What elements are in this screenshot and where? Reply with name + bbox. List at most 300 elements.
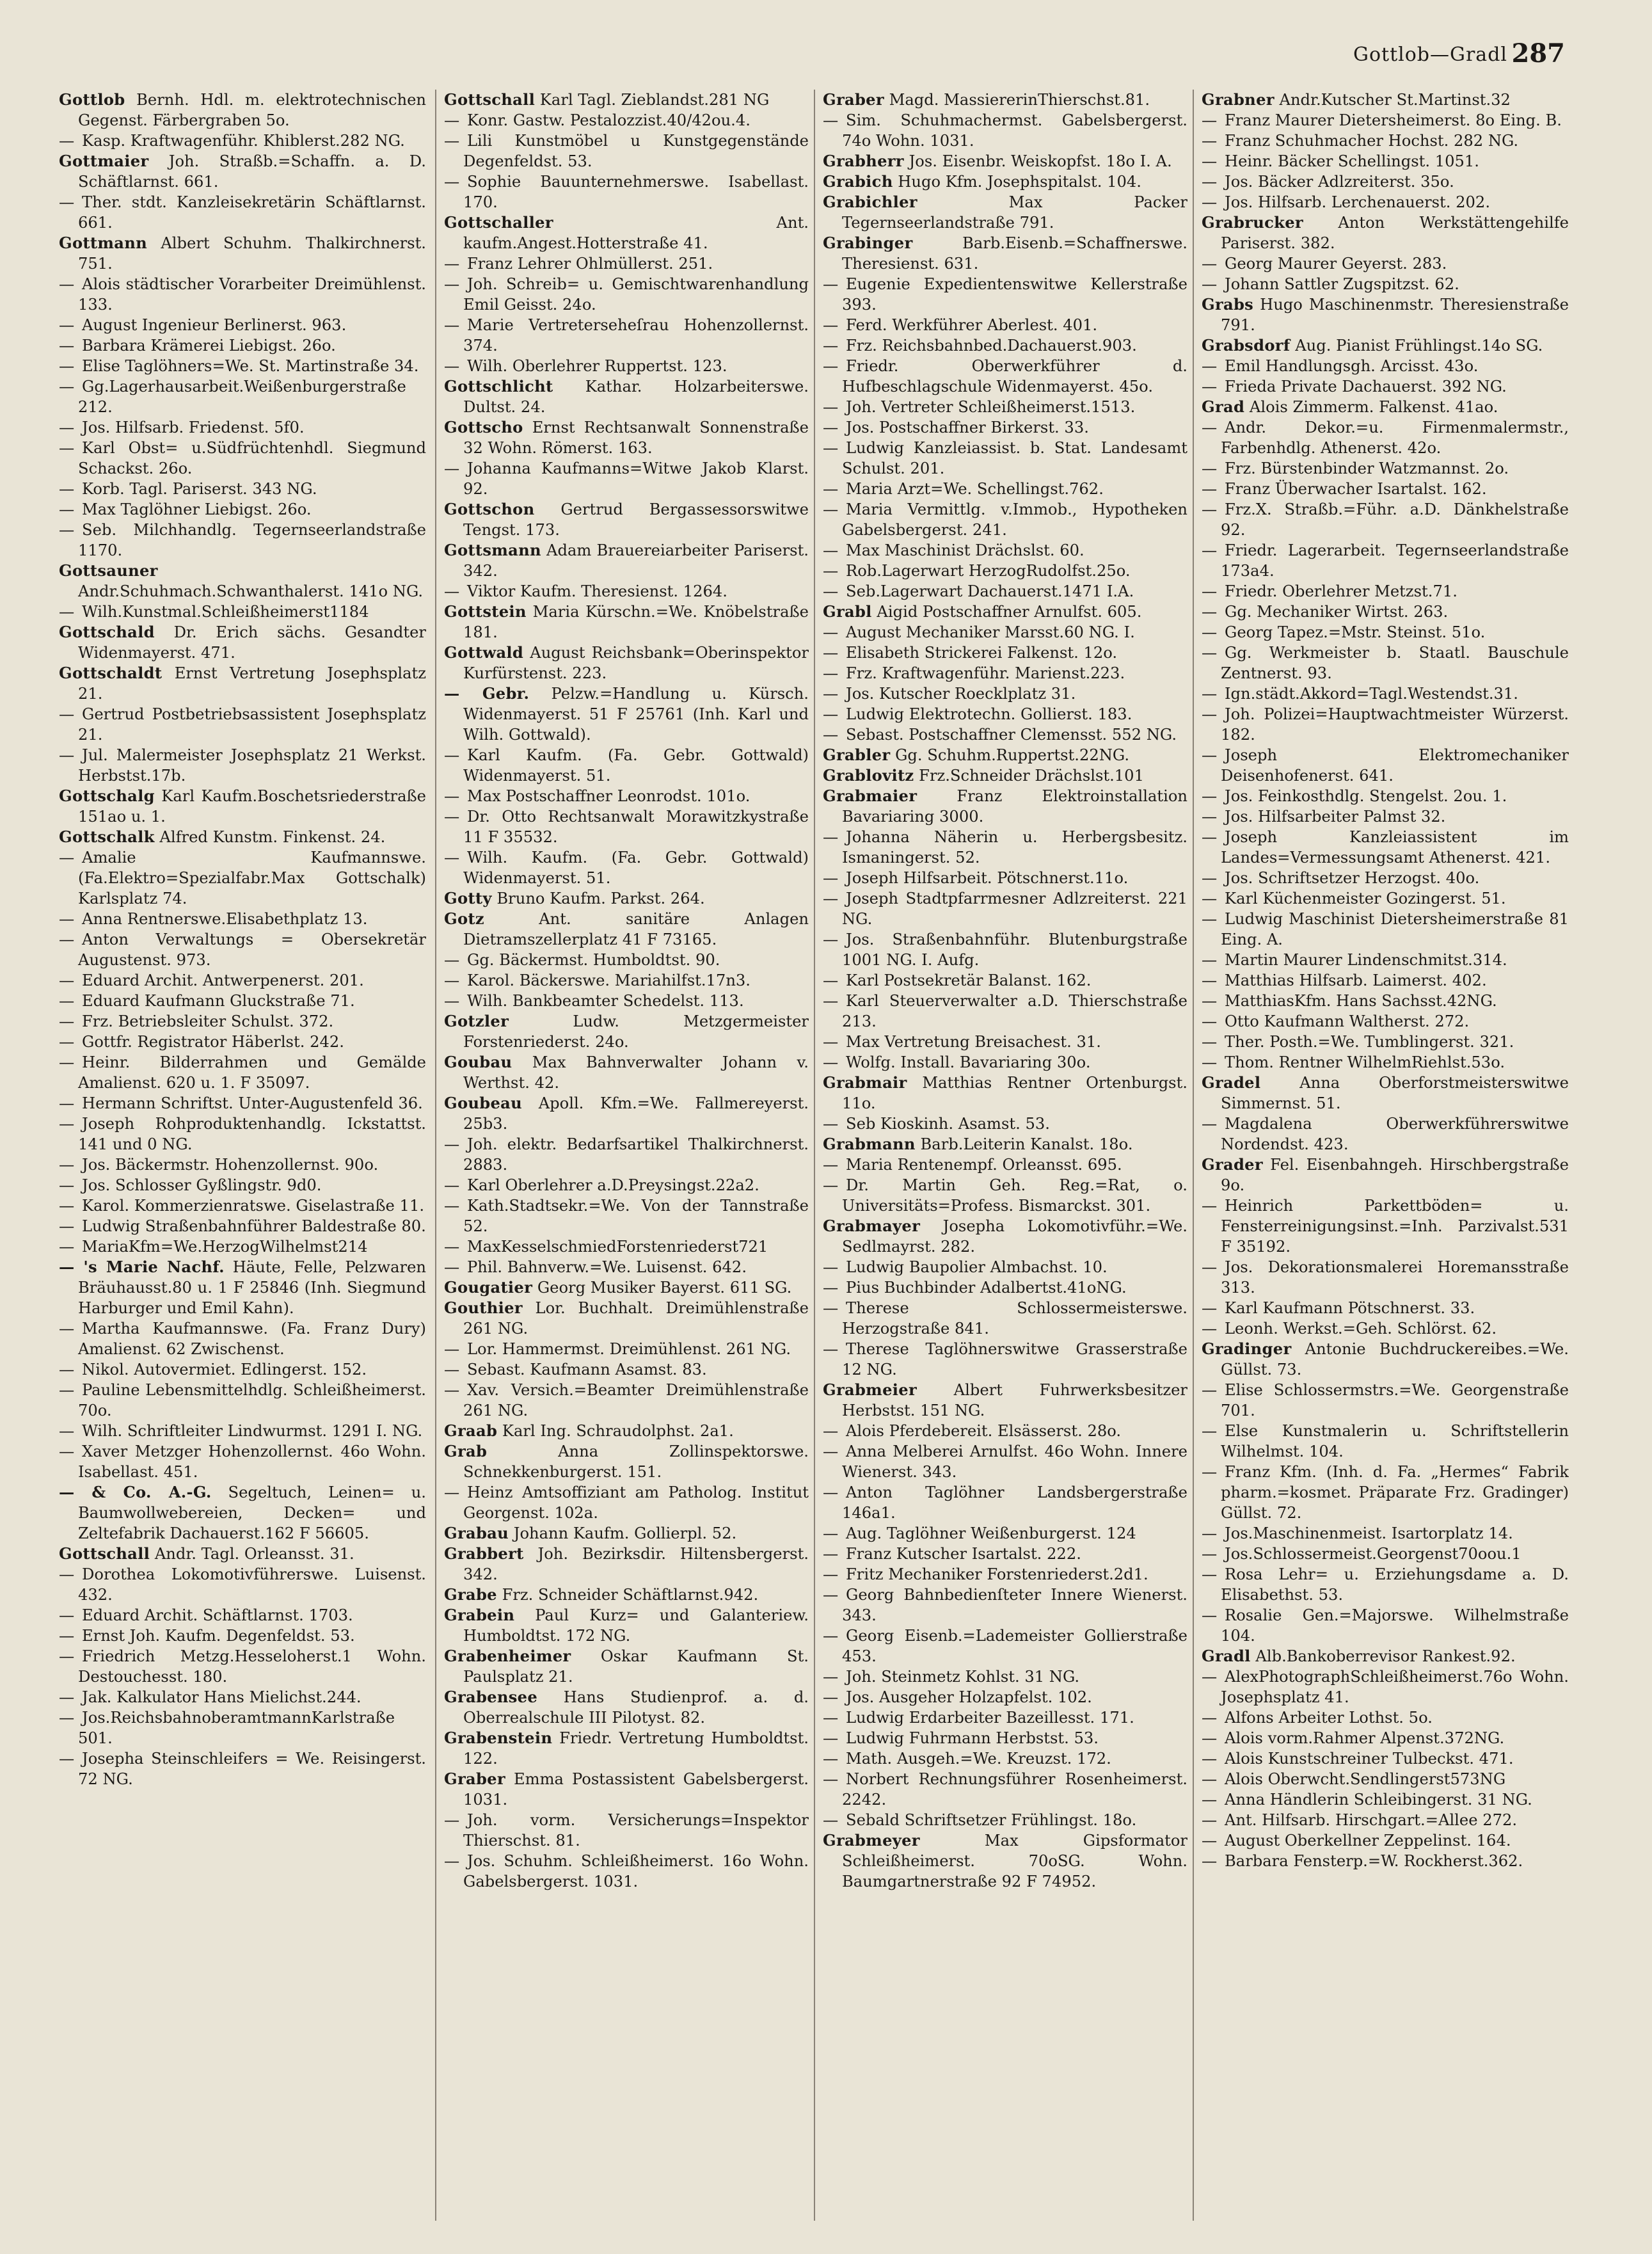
directory-entry	[1202, 1339, 1569, 1380]
ditto-dash: —	[59, 132, 75, 150]
entry-surname: Gottlob	[59, 90, 125, 109]
ditto-dash: —	[444, 1176, 460, 1194]
ditto-dash: —	[59, 1422, 75, 1440]
entry-text: Georg Bahnbedienſteter Innere Wienerst. 343.	[842, 1586, 1187, 1624]
directory-entry	[823, 479, 1187, 499]
entry-surname: Grabmeier	[823, 1380, 917, 1399]
directory-entry	[444, 1523, 809, 1544]
directory-entry	[823, 1155, 1187, 1175]
ditto-dash: —	[823, 1053, 839, 1071]
entry-text: Franz Maurer Dietersheimerst. 8o Eing. B.	[1225, 111, 1562, 129]
directory-entry	[1202, 1421, 1569, 1462]
directory-entry	[1202, 1544, 1569, 1564]
entry-text: Friedr. Oberwerkführer d. Hufbeschlagschule Widenmayerst. 45o.	[842, 357, 1187, 396]
ditto-dash: —	[444, 255, 460, 273]
directory-entry	[1202, 888, 1569, 909]
ditto-dash: —	[59, 1094, 75, 1112]
entry-text: Eduard Archit. Antwerpenerst. 201.	[82, 971, 364, 989]
ditto-dash: —	[823, 1279, 839, 1297]
entry-text: Joh. vorm. Versicherungs=Inspektor Thierschst. 81.	[463, 1811, 809, 1850]
ditto-dash: —	[1202, 1012, 1218, 1030]
entry-text: Fel. Eisenbahngeh. Hirschbergstraße 9o.	[1221, 1156, 1569, 1194]
directory-entry	[1202, 540, 1569, 581]
entry-text: Joseph Kanzleiassistent im Landes=Vermessungsamt Athenerst. 421.	[1221, 828, 1569, 867]
entry-text: Alb.Bankoberrevisor Rankest.92.	[1255, 1647, 1516, 1665]
ditto-dash: —	[1202, 808, 1218, 826]
ditto-dash: —	[1202, 111, 1218, 129]
entry-text: Wilh. Bankbeamter Schedelst. 113.	[467, 992, 744, 1010]
directory-entry	[823, 1687, 1187, 1707]
entry-surname: Grabau	[444, 1524, 509, 1542]
directory-entry	[444, 1585, 809, 1605]
entry-surname: Grabmayer	[823, 1217, 921, 1235]
entry-text: Franz Überwacher Isartalst. 162.	[1225, 480, 1487, 498]
ditto-dash: —	[1202, 255, 1218, 273]
directory-entry	[59, 274, 426, 315]
directory-entry	[823, 868, 1187, 888]
entry-text: Elisabeth Strickerei Falkenst. 12o.	[846, 644, 1118, 662]
directory-entry	[444, 1359, 809, 1380]
ditto-dash: —	[1202, 1422, 1218, 1440]
directory-entry	[1202, 397, 1569, 417]
directory-entry	[59, 1257, 426, 1318]
directory-entry	[823, 1585, 1187, 1626]
directory-entry	[823, 970, 1187, 991]
directory-entry	[1202, 745, 1569, 786]
entry-text: Jos. Feinkosthdlg. Stengelst. 2ou. 1.	[1225, 787, 1507, 805]
ditto-dash: —	[823, 419, 839, 436]
directory-entry	[1202, 499, 1569, 540]
ditto-dash: —	[444, 1483, 460, 1501]
ditto-dash: —	[59, 1381, 75, 1399]
entry-text: August Mechaniker Marsst.60 NG. I.	[846, 623, 1135, 641]
directory-entry	[444, 315, 809, 356]
entry-text: Lor. Hammermst. Dreimühlenst. 261 NG.	[467, 1340, 791, 1358]
entry-surname: Grabherr	[823, 152, 904, 170]
ditto-dash: —	[1202, 951, 1218, 969]
entry-text: Jos. Schlosser Gyßlingstr. 9d0.	[82, 1176, 322, 1194]
entry-text: Joseph Rohproduktenhandlg. Ickstattst. 141 und 0 NG.	[78, 1115, 426, 1153]
directory-entry	[444, 786, 809, 806]
directory-entry	[823, 929, 1187, 970]
directory-entry	[823, 356, 1187, 397]
entry-text: Josepha Steinschleifers = We. Reisingerst. 72 NG.	[78, 1750, 426, 1788]
entry-surname: Grabrucker	[1202, 213, 1303, 232]
entry-text: August Ingenieur Berlinerst. 963.	[82, 316, 347, 334]
ditto-dash: —	[59, 1238, 75, 1256]
ditto-dash: —	[823, 1770, 839, 1788]
directory-entry	[444, 1093, 809, 1134]
directory-entry	[59, 376, 426, 417]
entry-text: Johann Kaufm. Gollierpl. 52.	[513, 1524, 737, 1542]
directory-entry	[1202, 1646, 1569, 1667]
entry-text: Ther. Posth.=We. Tumblingerst. 321.	[1225, 1033, 1514, 1051]
directory-entry	[823, 335, 1187, 356]
entry-text: Barbara Krämerei Liebigst. 26o.	[82, 337, 336, 355]
entry-text: Hermann Schriftst. Unter-Augustenfeld 36.	[82, 1094, 423, 1112]
entry-text: Anna Melberei Arnulfst. 46o Wohn. Innere Wienerst. 343.	[842, 1443, 1187, 1481]
directory-entry	[823, 581, 1187, 602]
directory-entry	[823, 417, 1187, 438]
entry-text: Heinr. Bilderrahmen und Gemälde Amalienst. 620 u. 1. F 35097.	[78, 1053, 426, 1092]
directory-entry	[444, 1380, 809, 1421]
entry-text: Franz Kutscher Isartalst. 222.	[846, 1545, 1081, 1563]
ditto-dash: —	[59, 1606, 75, 1624]
entry-text: Maria Rentenempf. Orleansst. 695.	[846, 1156, 1122, 1174]
entry-text: Ludwig Kanzleiassist. b. Stat. Landesamt Schulst. 201.	[842, 439, 1187, 477]
ditto-dash: —	[59, 500, 75, 518]
entry-text: Hugo Kfm. Josephspitalst. 104.	[898, 173, 1141, 191]
ditto-dash: —	[444, 111, 460, 129]
directory-entry	[444, 1646, 809, 1687]
directory-entry	[823, 1626, 1187, 1667]
ditto-dash: —	[444, 275, 460, 293]
ditto-dash: —	[823, 1340, 839, 1358]
entry-text: Max Taglöhner Liebigst. 26o.	[82, 500, 312, 518]
directory-entry	[444, 745, 809, 786]
entry-text: Max Vertretung Breisachest. 31.	[846, 1033, 1101, 1051]
ditto-dash: —	[59, 1320, 75, 1338]
entry-surname: Grabinger	[823, 234, 913, 252]
entry-text: Johanna Näherin u. Herbergsbesitz. Ismaningerst. 52.	[842, 828, 1187, 867]
directory-entry	[444, 1810, 809, 1851]
directory-entry	[1202, 806, 1569, 827]
ditto-dash: —	[59, 1197, 75, 1215]
entry-text: Kath.Stadtsekr.=We. Von der Tannstraße 52.	[463, 1197, 809, 1235]
directory-column-4	[1193, 90, 1569, 2221]
ditto-dash: —	[1202, 1320, 1218, 1338]
directory-entry	[1202, 683, 1569, 704]
ditto-dash: —	[59, 992, 75, 1010]
entry-surname: Gradinger	[1202, 1339, 1292, 1358]
entry-text: Karl Obst= u.Südfrüchtenhdl. Siegmund Schackst. 26o.	[78, 439, 426, 477]
ditto-dash: —	[823, 275, 839, 293]
directory-entry	[1202, 868, 1569, 888]
entry-text: Otto Kaufmann Waltherst. 272.	[1225, 1012, 1470, 1030]
directory-entry	[823, 1564, 1187, 1585]
entry-text: Thom. Rentner WilhelmRiehlst.53o.	[1225, 1053, 1505, 1071]
ditto-dash: —	[823, 1729, 839, 1747]
entry-surname: Gottschaller	[444, 213, 553, 232]
entry-text: Max Bahnverwalter Johann v. Werthst. 42.	[463, 1053, 809, 1092]
entry-surname: Gottschalk	[59, 827, 155, 846]
ditto-dash: —	[59, 705, 75, 723]
entry-text: Anna Rentnerswe.Elisabethplatz 13.	[82, 910, 368, 928]
entry-text: Johann Sattler Zugspitzst. 62.	[1225, 275, 1459, 293]
directory-entry	[1202, 110, 1569, 131]
entry-text: Hans Studienprof. a. d. Oberrealschule III Pilotyst. 82.	[463, 1688, 809, 1727]
ditto-dash: —	[1202, 357, 1218, 375]
directory-entry	[444, 356, 809, 376]
ditto-dash: —	[823, 828, 839, 846]
entry-text: Xav. Versich.=Beamter Dreimühlenstraße 261 NG.	[463, 1381, 809, 1419]
ditto-dash: —	[1202, 1668, 1218, 1686]
directory-entry	[444, 909, 809, 950]
entry-surname: Gottschald	[59, 623, 155, 641]
entry-surname: Grabl	[823, 602, 872, 621]
directory-entry	[444, 1339, 809, 1359]
directory-entry	[59, 704, 426, 745]
ditto-dash: —	[59, 849, 75, 867]
entry-text: Gg. Bäckermst. Humboldtst. 90.	[467, 951, 720, 969]
ditto-dash: —	[823, 1115, 839, 1133]
entry-text: Jos. Bäckermstr. Hohenzollernst. 90o.	[82, 1156, 379, 1174]
entry-text: Kasp. Kraftwagenführ. Khiblerst.282 NG.	[82, 132, 405, 150]
ditto-dash: —	[823, 1811, 839, 1829]
directory-entry	[59, 1748, 426, 1789]
entry-text: Anna Händlerin Schleibingerst. 31 NG.	[1225, 1791, 1532, 1809]
directory-entry	[823, 1421, 1187, 1441]
directory-entry	[823, 1134, 1187, 1155]
entry-text: Joh. Schreib= u. Gemischtwarenhandlung Emil Geisst. 24o.	[463, 275, 809, 314]
entry-text: Alois Kunstschreiner Tulbeckst. 471.	[1225, 1750, 1514, 1768]
entry-text: Joh. Straßb.=Schaffn. a. D. Schäftlarnst. 661.	[78, 152, 426, 191]
entry-text: Eugenie Expedientenswitwe Kellerstraße 393.	[842, 275, 1187, 314]
directory-entry	[444, 540, 809, 581]
entry-text: Albert Fuhrwerksbesitzer Herbstst. 151 NG.	[842, 1381, 1187, 1419]
ditto-dash: —	[1202, 1545, 1218, 1563]
directory-entry	[823, 438, 1187, 479]
entry-text: Magdalena Oberwerkführerswitwe Nordendst. 423.	[1221, 1115, 1569, 1153]
entry-text: Ther. stdt. Kanzleisekretärin Schäftlarnst. 661.	[78, 193, 426, 232]
directory-entry	[1202, 1114, 1569, 1155]
entry-text: Aug. Taglöhner Weißenburgerst. 124	[846, 1524, 1136, 1542]
directory-entry	[59, 1544, 426, 1564]
entry-text: Jos. Straßenbahnführ. Blutenburgstraße 1001 NG. I. Aufg.	[842, 931, 1187, 969]
ditto-dash: —	[444, 132, 460, 150]
entry-text: Frz. Schneider Schäftlarnst.942.	[502, 1586, 759, 1604]
directory-entry	[1202, 1769, 1569, 1789]
ditto-dash: —	[823, 1668, 839, 1686]
entry-text: Frz. Reichsbahnbed.Dachauerst.903.	[846, 337, 1137, 355]
entry-text: Ant. kaufm.Angest.Hotterstraße 41.	[463, 214, 809, 252]
entry-text: Paul Kurz= und Galanteriew. Humboldtst. 172 NG.	[463, 1606, 809, 1645]
directory-entry	[444, 1134, 809, 1175]
directory-entry	[823, 561, 1187, 581]
entry-text: Johanna Kaufmanns=Witwe Jakob Klarst. 92.	[463, 460, 809, 498]
ditto-dash: —	[823, 500, 839, 518]
entry-text: Karl Steuerverwalter a.D. Thierschstraße 213.	[842, 992, 1187, 1030]
ditto-dash: —	[444, 1340, 460, 1358]
directory-entry	[1202, 1851, 1569, 1871]
ditto-dash: —	[1202, 910, 1218, 928]
entry-text: Matthias Hilfsarb. Laimerst. 402.	[1225, 971, 1487, 989]
ditto-dash: —	[59, 316, 75, 334]
ditto-dash: —	[1202, 275, 1218, 293]
entry-text: Max Gipsformator Schleißheimerst. 70oSG. Wohn. Baumgartnerstraße 92 F 74952.	[842, 1832, 1187, 1890]
entry-text: Franz Lehrer Ohlmüllerst. 251.	[467, 255, 713, 273]
ditto-dash: —	[444, 1361, 460, 1379]
entry-text: Aug. Pianist Frühlingst.14o SG.	[1295, 337, 1543, 355]
entry-text: Gg.Lagerhausarbeit.Weißenburgerstraße 212.	[78, 378, 406, 416]
entry-surname: Grab	[444, 1442, 488, 1460]
entry-text: Heinz Amtsoffiziant am Patholog. Institut Georgenst. 102a.	[463, 1483, 809, 1522]
entry-text: Rosa Lehr= u. Erziehungsdame a. D. Elisabethst. 53.	[1221, 1565, 1569, 1604]
entry-text: Frieda Private Dachauerst. 392 NG.	[1225, 378, 1507, 396]
entry-text: Pauline Lebensmittelhdlg. Schleißheimerst. 70o.	[78, 1381, 426, 1419]
directory-entry	[1202, 192, 1569, 212]
ditto-dash: —	[823, 357, 839, 375]
entry-surname: Grabsdorf	[1202, 336, 1291, 355]
ditto-dash: —	[59, 337, 75, 355]
ditto-dash: —	[823, 726, 839, 744]
directory-entry	[823, 1216, 1187, 1257]
ditto-dash: —	[1202, 1606, 1218, 1624]
ditto-dash: —	[59, 603, 75, 621]
entry-text: Elise Taglöhners=We. St. Martinstraße 34.	[82, 357, 419, 375]
entry-text: August Reichsbank=Oberinspektor Kurfürstenst. 223.	[463, 644, 809, 682]
entry-text: Georg Eisenb.=Lademeister Gollierstraße 453.	[842, 1627, 1187, 1665]
entry-text: Frz. Kraftwagenführ. Marienst.223.	[846, 664, 1125, 682]
directory-entry	[59, 151, 426, 192]
entry-surname: Grabe	[444, 1585, 497, 1604]
entry-text: Jos.Maschinenmeist. Isartorplatz 14.	[1225, 1524, 1513, 1542]
entry-text: Karl Küchenmeister Gozingerst. 51.	[1225, 890, 1506, 907]
directory-entry	[59, 1380, 426, 1421]
ditto-dash: —	[1202, 460, 1218, 477]
directory-entry	[444, 253, 809, 274]
directory-entry	[823, 827, 1187, 868]
entry-surname: Gottschlicht	[444, 377, 553, 396]
entry-surname: Grabensee	[444, 1688, 538, 1706]
directory-entry	[59, 1093, 426, 1114]
entry-text: Sim. Schuhmachermst. Gabelsbergerst. 74o Wohn. 1031.	[842, 111, 1187, 150]
entry-text: Frz. Bürstenbinder Watzmannst. 2o.	[1225, 460, 1509, 477]
entry-text: Frz.Schneider Drächslst.101	[919, 767, 1144, 785]
directory-entry	[1202, 1605, 1569, 1646]
directory-entry	[1202, 90, 1569, 110]
entry-text: Lili Kunstmöbel u Kunstgegenstände Degenfeldst. 53.	[463, 132, 809, 170]
ditto-dash: —	[823, 1156, 839, 1174]
ditto-dash: —	[59, 193, 75, 211]
ditto-dash: —	[1202, 173, 1218, 191]
entry-text: Friedr. Lagerarbeit. Tegernseerlandstraße 173a4.	[1221, 541, 1569, 580]
directory-entry	[1202, 622, 1569, 643]
directory-entry	[444, 1195, 809, 1236]
directory-entry	[59, 970, 426, 991]
ditto-dash: —	[444, 1811, 460, 1829]
entry-text: Lor. Buchhalt. Dreimühlenstraße 261 NG.	[463, 1299, 809, 1338]
ditto-dash: —	[823, 664, 839, 682]
directory-entry	[59, 602, 426, 622]
ditto-dash: —	[59, 1176, 75, 1194]
entry-text: Ludwig Maschinist Dietersheimerstraße 81 Eing. A.	[1221, 910, 1569, 948]
directory-entry	[1202, 602, 1569, 622]
entry-text: Karol. Kommerzienratswe. Giselastraße 11.	[82, 1197, 425, 1215]
directory-entry	[1202, 417, 1569, 458]
entry-surname: Gougatier	[444, 1278, 533, 1297]
entry-text: Magd. MassiererinThierschst.81.	[889, 91, 1150, 109]
entry-surname: Grabler	[823, 746, 891, 764]
directory-entry	[444, 991, 809, 1011]
ditto-dash: —	[1202, 1053, 1218, 1071]
entry-text: Nikol. Autovermiet. Edlingerst. 152.	[82, 1361, 367, 1379]
directory-entry	[59, 622, 426, 663]
directory-entry	[823, 1728, 1187, 1748]
ditto-dash: —	[59, 746, 75, 764]
entry-surname: Gradl	[1202, 1647, 1251, 1665]
entry-text: Häute, Felle, Pelzwaren Bräuhausst.80 u. 1 F 25846 (Inh. Siegmund Harburger und Emil Kahn).	[78, 1258, 426, 1317]
directory-entry	[1202, 172, 1569, 192]
directory-entry	[823, 1339, 1187, 1380]
entry-surname: Gouthier	[444, 1299, 523, 1317]
directory-entry	[823, 540, 1187, 561]
directory-entry	[823, 683, 1187, 704]
ditto-dash: —	[823, 480, 839, 498]
entry-text: Matthias Rentner Ortenburgst. 11o.	[842, 1074, 1187, 1112]
directory-entry	[823, 1810, 1187, 1830]
directory-entry	[823, 90, 1187, 110]
directory-entry	[59, 1155, 426, 1175]
ditto-dash: —	[823, 1299, 839, 1317]
ditto-dash: —	[1202, 1299, 1218, 1317]
directory-entry	[444, 581, 809, 602]
entry-text: Friedrich Metzg.Hesseloherst.1 Wohn. Destouchesst. 180.	[78, 1647, 426, 1686]
directory-entry	[59, 561, 426, 602]
entry-text: Joh. Vertreter Schleißheimerst.1513.	[846, 398, 1136, 416]
directory-entry	[59, 745, 426, 786]
ditto-dash: —	[823, 439, 839, 457]
entry-text: Georg Maurer Geyerst. 283.	[1225, 255, 1447, 273]
directory-entry	[444, 1605, 809, 1646]
entry-text: Andr. Dekor.=u. Firmenmalermstr., Farbenhdlg. Athenerst. 42o.	[1221, 419, 1569, 457]
ditto-dash: —	[59, 1053, 75, 1071]
entry-text: Friedr. Vertretung Humboldtst. 122.	[463, 1729, 809, 1768]
entry-text: Karl Kaufm. (Fa. Gebr. Gottwald) Widenmayerst. 51.	[463, 746, 809, 785]
entry-text: Korb. Tagl. Pariserst. 343 NG.	[82, 480, 317, 498]
entry-text: Seb Kioskinh. Asamst. 53.	[846, 1115, 1050, 1133]
directory-entry	[1202, 151, 1569, 172]
directory-entry	[1202, 294, 1569, 335]
entry-text: Ant. sanitäre Anlagen Dietramszellerplatz 41 F 73165.	[463, 910, 809, 948]
ditto-dash: —	[1202, 1791, 1218, 1809]
entry-text: Therese Taglöhnerswitwe Grasserstraße 12 NG.	[842, 1340, 1187, 1379]
entry-surname: Gradel	[1202, 1073, 1261, 1092]
entry-text: Anna Oberforstmeisterswitwe Simmernst. 51.	[1221, 1074, 1569, 1112]
entry-text: Jak. Kalkulator Hans Mielichst.244.	[82, 1688, 361, 1706]
entry-text: Fritz Mechaniker Forstenriederst.2d1.	[846, 1565, 1148, 1583]
directory-entry	[823, 1257, 1187, 1277]
directory-entry	[444, 1277, 809, 1298]
entry-surname: Gottschall	[444, 90, 536, 109]
ditto-dash: —	[59, 439, 75, 457]
entry-surname: Gottschalg	[59, 787, 155, 805]
directory-entry	[59, 991, 426, 1011]
ditto-dash: —	[1202, 480, 1218, 498]
directory-entry	[59, 131, 426, 151]
ditto-dash: —	[444, 1258, 460, 1276]
directory-entry	[59, 827, 426, 847]
directory-entry	[59, 663, 426, 704]
directory-entry	[59, 1564, 426, 1605]
directory-entry	[444, 888, 809, 909]
directory-entry	[59, 1318, 426, 1359]
ditto-dash: —	[444, 971, 460, 989]
ditto-dash: —	[1202, 193, 1218, 211]
entry-text: Karol. Bäckerswe. Mariahilfst.17n3.	[467, 971, 751, 989]
directory-entry	[1202, 1667, 1569, 1707]
directory-entry	[1202, 253, 1569, 274]
directory-entry	[59, 520, 426, 561]
ditto-dash: —	[1202, 1750, 1218, 1768]
entry-text: Ernst Vertretung Josephsplatz 21.	[78, 664, 426, 703]
entry-text: Wilh. Schriftleiter Lindwurmst. 1291 I. NG.	[82, 1422, 423, 1440]
entry-text: Alois Oberwcht.Sendlingerst573NG	[1225, 1770, 1506, 1788]
entry-surname: Grabmaier	[823, 787, 917, 805]
ditto-dash: —	[59, 1627, 75, 1645]
entry-text: Max Packer Tegernseerlandstraße 791.	[842, 193, 1187, 232]
entry-text: Gg. Werkmeister b. Staatl. Bauschule Zentnerst. 93.	[1221, 644, 1569, 682]
